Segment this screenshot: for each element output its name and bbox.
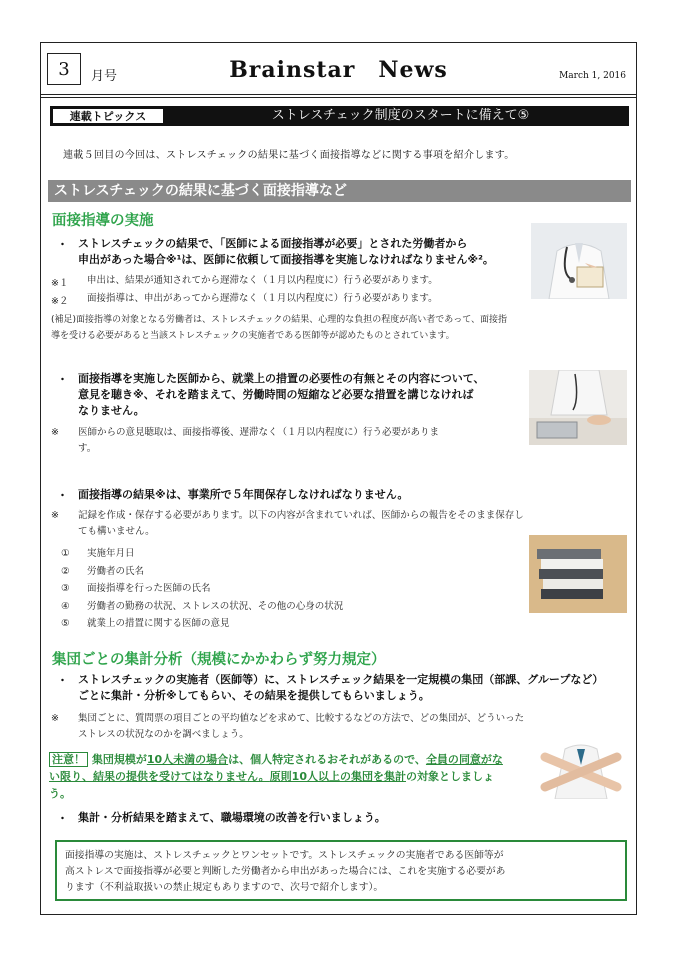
group-item2: 集計・分析結果を踏まえて、職場環境の改善を行いましょう。 <box>78 811 386 824</box>
supplement-line1: (補足)面接指導の対象となる労働者は、ストレスチェックの結果、心理的な負担の程度が高い者であって、面接指 <box>51 315 508 325</box>
note4-line2: ても構いません。 <box>78 526 155 537</box>
note1-text: 申出は、結果が通知されてから遅滞なく（１月以内程度に）行う必要があります。 <box>87 275 438 286</box>
newsletter-page <box>40 42 637 915</box>
bullet-dot: ・ <box>57 238 68 251</box>
note1-mark: ※１ <box>51 278 69 289</box>
note2-text: 面接指導は、申出があってから遅滞なく（１月以内程度に）行う必要があります。 <box>87 293 438 304</box>
interview-heading: 面接指導の実施 <box>52 213 154 229</box>
caution-tag: 注意！ <box>49 752 88 767</box>
bullet-dot: ・ <box>57 373 68 386</box>
interview-item2-line2: 意見を聴き※、それを踏まえて、労働時間の短縮など必要な措置を講じなければ <box>78 388 474 401</box>
caution-note: 注意！ 集団規模が10人未満の場合は、個人特定されるおそれがあるので、全員の同意がない限り、結果の提供を受けてはなりません。原則10人以上の集団を集計の対象としましょう。 <box>49 753 503 800</box>
list-item: ③ 面接指導を行った医師の氏名 <box>61 583 211 594</box>
interview-item3: 面接指導の結果※は、事業所で５年間保存しなければなりません。 <box>78 488 409 501</box>
note3-line1: 医師からの意見聴取は、面接指導後、遅滞なく（１月以内程度に）行う必要がありま <box>78 427 440 438</box>
interview-item1-line1: ストレスチェックの結果で、「医師による面接指導が必要」とされた労働者から <box>78 237 468 250</box>
issue-number: 3 <box>47 53 81 85</box>
record-items-list <box>61 545 343 633</box>
summary-line3: ります（不利益取扱いの禁止規定もありますので、次号で紹介します）。 <box>65 882 384 893</box>
newsletter-title: Brainstar News <box>229 57 448 83</box>
note3-line2: す。 <box>78 443 97 454</box>
summary-box <box>55 840 627 901</box>
interview-item2-line3: なりません。 <box>78 404 145 417</box>
topic-bar <box>50 106 629 126</box>
note2-mark: ※２ <box>51 296 69 307</box>
group-note-mark: ※ <box>51 713 59 724</box>
list-item: ② 労働者の氏名 <box>61 565 145 577</box>
header-rule <box>41 94 636 98</box>
bullet-dot: ・ <box>57 674 68 687</box>
issue-date: March 1, 2016 <box>559 71 626 81</box>
note4-line1: 記録を作成・保存する必要があります。以下の内容が含まれていれば、医師からの報告をそのまま保存し <box>78 510 524 521</box>
doctor-photo <box>531 223 627 299</box>
section-title: ストレスチェックの結果に基づく面接指導など <box>48 180 631 202</box>
list-item: ① 実施年月日 <box>61 548 135 559</box>
crossed-arms-photo <box>535 739 627 799</box>
doctor-desk-photo <box>529 370 627 445</box>
interview-item2-line1: 面接指導を実施した医師から、就業上の措置の必要性の有無とその内容について、 <box>78 372 485 385</box>
group-item1-line2: ごとに集計・分析※してもらい、その結果を提供してもらいましょう。 <box>78 689 430 702</box>
group-note-line2: ストレスの状況なのかを調べましょう。 <box>78 729 249 740</box>
header <box>41 43 636 94</box>
files-photo <box>529 535 627 613</box>
list-item: ④ 労働者の勤務の状況、ストレスの状況、その他の心身の状況 <box>61 600 344 612</box>
summary-line1: 面接指導の実施は、ストレスチェックとワンセットです。ストレスチェックの実施者である医師等が <box>65 850 504 861</box>
group-note-line1: 集団ごとに、質問票の項目ごとの平均値などを求めて、比較するなどの方法で、どの集団が、どういった <box>78 713 525 724</box>
summary-line2: 高ストレスで面接指導が必要と判断した労働者から申出があった場合には、これを実施する必要があ <box>65 866 506 877</box>
topic-label: 連載トピックス <box>52 108 164 124</box>
intro-text: 連載５回目の今回は、ストレスチェックの結果に基づく面接指導などに関する事項を紹介します。 <box>63 150 515 161</box>
topic-title: ストレスチェック制度のスタートに備えて⑤ <box>271 108 530 123</box>
supplement-line2: 導を受ける必要があると当該ストレスチェックの実施者である医師等が認めたものとされています。 <box>51 331 455 341</box>
group-heading: 集団ごとの集計分析（規模にかかわらず努力規定） <box>52 652 386 668</box>
note3-mark: ※ <box>51 427 59 438</box>
bullet-dot: ・ <box>57 812 68 825</box>
month-label: 月号 <box>91 69 118 84</box>
list-item: ⑤ 就業上の措置に関する医師の意見 <box>61 618 230 629</box>
group-item1-line1: ストレスチェックの実施者（医師等）に、ストレスチェック結果を一定規模の集団（部課、グループなど） <box>78 673 604 686</box>
bullet-dot: ・ <box>57 489 68 502</box>
note4-mark: ※ <box>51 510 59 521</box>
interview-item1-line2: 申出があった場合※¹は、医師に依頼して面接指導を実施しなければなりません※²。 <box>78 253 494 266</box>
